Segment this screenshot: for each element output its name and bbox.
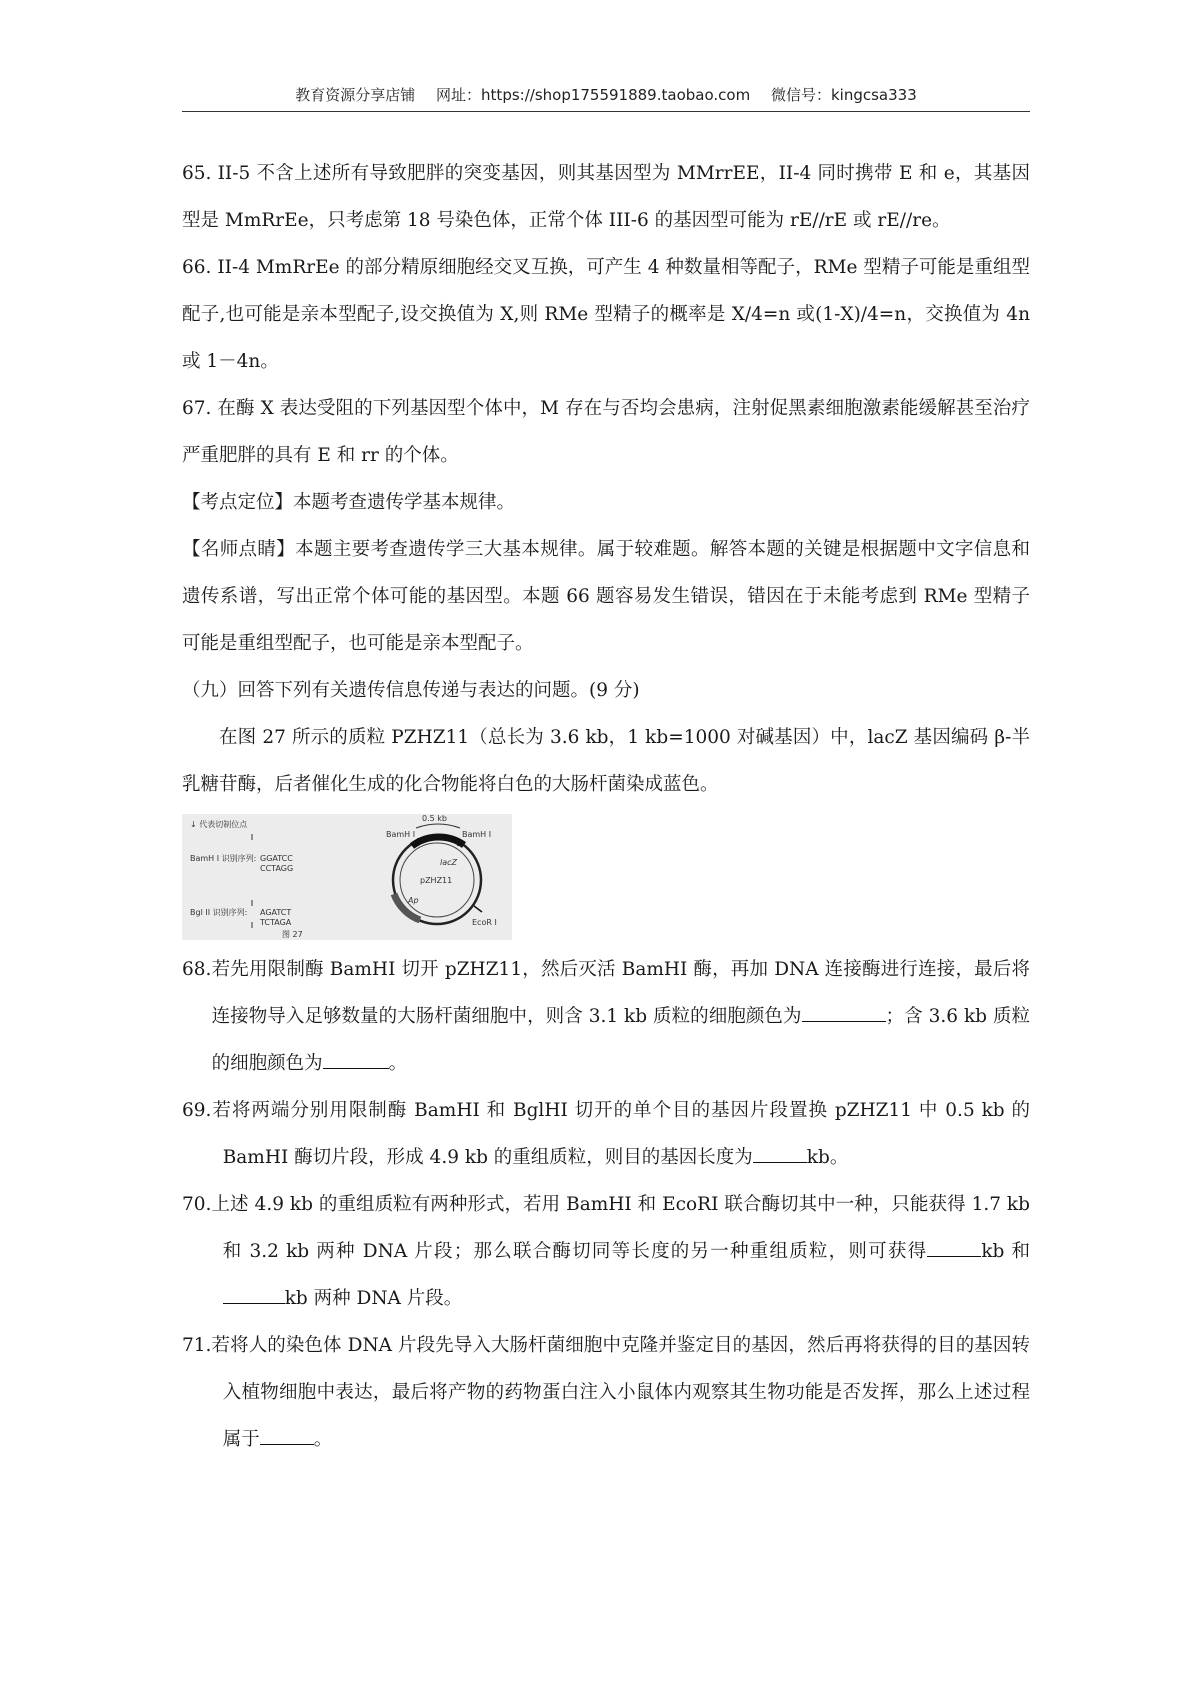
ecori-site [474,906,482,912]
page-header [182,84,1030,105]
span-label: 0.5 kb [422,814,447,823]
header-divider [182,111,1030,112]
q70-blank-1[interactable] [927,1237,981,1257]
figure-legend: ↓ 代表切制位点 [190,820,248,829]
bglii-label: Bgl II 识别序列: [190,908,248,917]
q69-text-b: kb。 [806,1147,849,1168]
bamhi-right-label: BamH I [462,830,492,839]
q68-text-c: 。 [388,1053,408,1074]
header-url: 网址：https://shop175591889.taobao.com [436,86,751,104]
section-nine-heading: （九）回答下列有关遗传信息传递与表达的问题。(9 分) [182,680,640,701]
q71-blank[interactable] [260,1425,314,1445]
question-68 [182,946,1030,1087]
q71-text-b: 。 [313,1429,333,1450]
q68-blank-1[interactable] [802,1002,886,1022]
header-wechat: 微信号：kingcsa333 [770,86,917,104]
q70-text-a: 70.上述 4.9 kb 的重组质粒有两种形式，若用 BamHI 和 EcoRI 联合酶切其中一种，只能获得 1.7 kb 和 3.2 kb 两种 DNA 片段；那么联合酶切同等长度的另一种重组质粒，则可获得 [182,1194,1030,1262]
bglii-top-seq: AGATCT [260,908,292,917]
ecori-label: EcoR I [472,918,497,927]
answer-66: 66. II-4 MmRrEe 的部分精原细胞经交叉互换，可产生 4 种数量相等配子，RMe 型精子可能是重组型配子,也可能是亲本型配子,设交换值为 X,则 RMe 型精子的概率是 X/4=n 或(1-X)/4=n，交换值为 4n 或 1－4n。 [182,257,1030,372]
amp-label: Ap [408,896,419,905]
figure-27 [182,814,512,940]
q70-text-c: kb 两种 DNA 片段。 [284,1288,463,1309]
bamhi-left-label: BamH I [386,830,416,839]
span-arrow [416,824,460,828]
question-intro: 在图 27 所示的质粒 PZHZ11（总长为 3.6 kb，1 kb=1000 对碱基因）中，lacZ 基因编码 β-半乳糖苷酶，后者催化生成的化合物能将白色的大肠杆菌染成蓝色。 [182,727,1030,795]
q68-text-b: ；含 3.6 kb 质粒的细胞颜色为 [211,1006,1030,1074]
bamhi-label: BamH I 识别序列: [190,854,257,863]
question-70 [182,1181,1030,1322]
q68-blank-2[interactable] [323,1049,389,1069]
bglii-bottom-seq: TCTAGA [260,918,292,927]
q69-text-a: 69.若将两端分别用限制酶 BamHI 和 BglHI 切开的单个目的基因片段置换 pZHZ11 中 0.5 kb 的 BamHI 酶切片段，形成 4.9 kb 的重组质粒，则目的基因长度为 [182,1100,1030,1168]
bamhi-bottom-seq: CCTAGG [260,864,294,873]
q71-text-a: 71.若将人的染色体 DNA 片段先导入大肠杆菌细胞中克隆并鉴定目的基因，然后再将获得的目的基因转入植物细胞中表达，最后将产物的药物蛋白注入小鼠体内观察其生物功能是否发挥，那么上述过程属于 [182,1335,1030,1450]
q68-text-a: 68.若先用限制酶 BamHI 切开 pZHZ11，然后灭活 BamHI 酶，再加 DNA 连接酶进行连接，最后将连接物导入足够数量的大肠杆菌细胞中，则含 3.1 kb 质粒的细胞颜色为 [182,959,1030,1027]
q69-blank[interactable] [753,1143,807,1163]
lacz-segment [412,837,464,846]
q70-text-b: kb 和 [981,1241,1030,1262]
question-71 [182,1322,1030,1463]
answer-65: 65. II-5 不含上述所有导致肥胖的突变基因，则其基因型为 MMrrEE，II-4 同时携带 E 和 e，其基因型是 MmRrEe，只考虑第 18 号染色体，正常个体 III-6 的基因型可能为 rE//rE 或 rE//re。 [182,163,1030,231]
figure-caption: 图 27 [282,930,303,939]
plasmid-name: pZHZ11 [420,876,453,885]
header-shop: 教育资源分享店铺 [295,86,416,104]
question-69 [182,1087,1030,1181]
lacz-label: lacZ [440,858,458,867]
teacher-notes: 【名师点睛】本题主要考查遗传学三大基本规律。属于较难题。解答本题的关键是根据题中文字信息和遗传系谱，写出正常个体可能的基因型。本题 66 题容易发生错误，错因在于未能考虑到 RMe 型精子可能是重组型配子，也可能是亲本型配子。 [182,539,1030,654]
q70-blank-2[interactable] [223,1284,285,1304]
bamhi-top-seq: GGATCC [260,854,293,863]
exam-point: 【考点定位】本题考查遗传学基本规律。 [182,492,516,513]
answer-67: 67. 在酶 X 表达受阻的下列基因型个体中，M 存在与否均会患病，注射促黑素细胞激素能缓解甚至治疗严重肥胖的具有 E 和 rr 的个体。 [182,398,1030,466]
document-body [182,150,1030,1463]
